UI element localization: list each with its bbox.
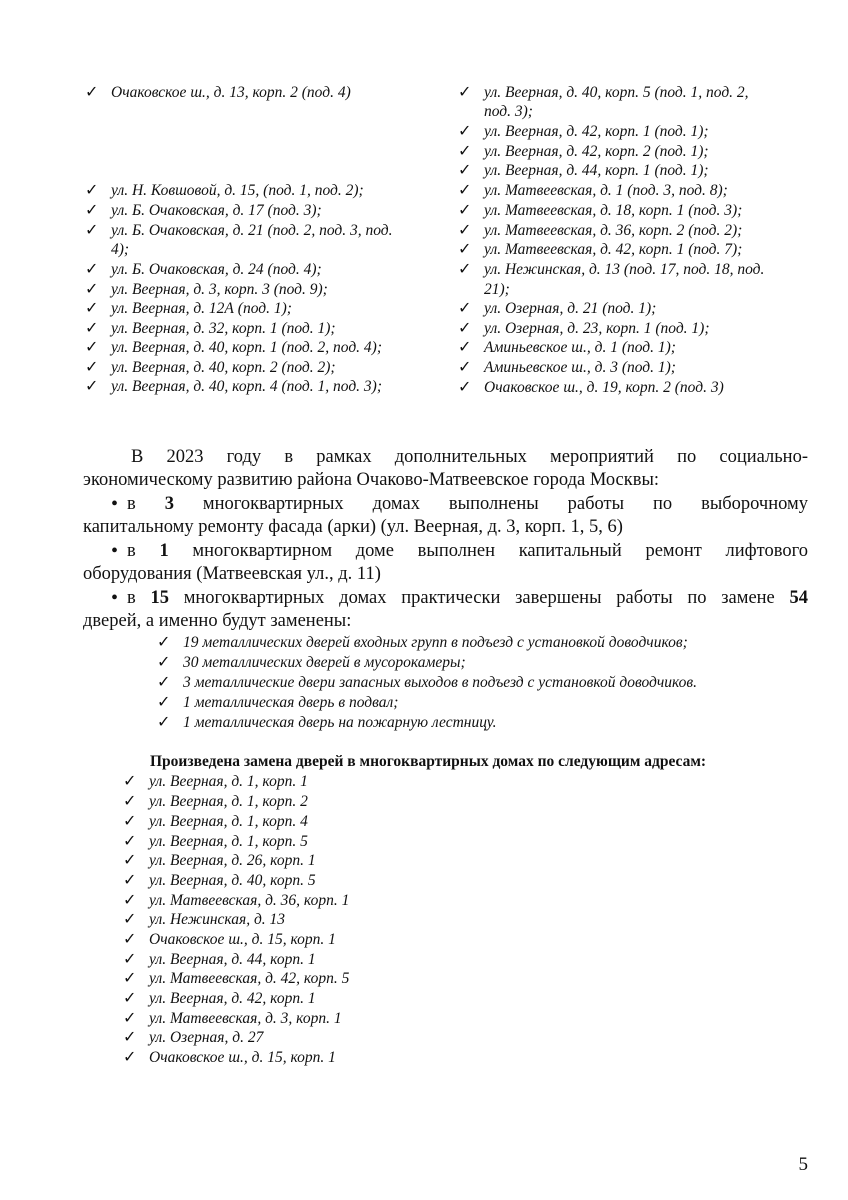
bullet-item xyxy=(83,493,808,539)
bullet-count: 54 xyxy=(789,588,808,608)
list-item xyxy=(85,338,382,357)
check-icon: ✓ xyxy=(157,634,171,651)
list-item xyxy=(123,772,308,791)
bullet-text: в xyxy=(127,588,151,608)
check-icon: ✓ xyxy=(85,359,99,376)
list-item-text: ул. Б. Очаковская, д. 21 (под. 2, под. 3, под. xyxy=(111,222,393,239)
list-item-text: Очаковское ш., д. 13, корп. 2 (под. 4) xyxy=(111,84,351,101)
list-item-text: ул. Нежинская, д. 13 (под. 17, под. 18, под. xyxy=(484,261,765,278)
list-item xyxy=(458,83,749,102)
list-item xyxy=(458,299,657,318)
check-icon: ✓ xyxy=(458,222,472,239)
list-item xyxy=(458,240,743,259)
list-item xyxy=(157,653,466,672)
list-item xyxy=(458,378,724,397)
list-item-text: ул. Веерная, д. 26, корп. 1 xyxy=(149,852,316,869)
list-item xyxy=(157,633,688,652)
bullet-count: 15 xyxy=(150,588,169,608)
list-item-text: ул. Веерная, д. 1, корп. 4 xyxy=(149,813,308,830)
intro-line: В 2023 году в рамках дополнительных мероприятий по социально- xyxy=(131,447,808,467)
list-item-text: ул. Веерная, д. 44, корп. 1 xyxy=(149,951,316,968)
list-item xyxy=(85,358,336,377)
check-icon: ✓ xyxy=(123,892,137,909)
list-item-text: 21); xyxy=(484,281,510,298)
check-icon: ✓ xyxy=(458,84,472,101)
list-item-text: ул. Веерная, д. 40, корп. 5 xyxy=(149,872,316,889)
list-item-text: ул. Матвеевская, д. 36, корп. 1 xyxy=(149,892,350,909)
list-item xyxy=(458,358,676,377)
check-icon: ✓ xyxy=(123,833,137,850)
list-item-continuation xyxy=(484,280,510,299)
list-item-text: ул. Б. Очаковская, д. 17 (под. 3); xyxy=(111,202,322,219)
list-item-text: Аминьевское ш., д. 1 (под. 1); xyxy=(484,339,676,356)
check-icon: ✓ xyxy=(85,202,99,219)
check-icon: ✓ xyxy=(85,320,99,337)
list-item-text: 19 металлических дверей входных групп в подъезд с установкой доводчиков; xyxy=(183,634,688,651)
check-icon: ✓ xyxy=(123,1049,137,1066)
list-item-text: ул. Матвеевская, д. 18, корп. 1 (под. 3); xyxy=(484,202,743,219)
bullet-text: многоквартирных домах выполнены работы по выборочному xyxy=(173,494,808,514)
list-item-text: ул. Веерная, д. 40, корп. 5 (под. 1, под. 2, xyxy=(484,84,749,101)
bullet-text: многоквартирном доме выполнен капитальный ремонт лифтового xyxy=(168,541,808,561)
list-item xyxy=(458,338,676,357)
list-item xyxy=(85,83,351,102)
list-item xyxy=(85,377,382,396)
bullet-text: многоквартирных домах практически завершены работы по замене xyxy=(168,588,790,608)
check-icon: ✓ xyxy=(85,222,99,239)
list-item-text: 30 металлических дверей в мусорокамеры; xyxy=(183,654,466,671)
check-icon: ✓ xyxy=(123,990,137,1007)
list-item xyxy=(85,181,364,200)
list-item xyxy=(157,713,497,732)
list-item-text: ул. Веерная, д. 44, корп. 1 (под. 1); xyxy=(484,162,709,179)
section-heading: Произведена замена дверей в многоквартирных домах по следующим адресам: xyxy=(150,753,707,770)
check-icon: ✓ xyxy=(458,162,472,179)
check-icon: ✓ xyxy=(157,694,171,711)
list-item-text: Очаковское ш., д. 15, корп. 1 xyxy=(149,1049,336,1066)
check-icon: ✓ xyxy=(458,320,472,337)
list-item xyxy=(123,969,350,988)
check-icon: ✓ xyxy=(123,872,137,889)
check-icon: ✓ xyxy=(157,654,171,671)
check-icon: ✓ xyxy=(85,281,99,298)
list-item-continuation xyxy=(484,102,533,121)
list-item-text: ул. Матвеевская, д. 42, корп. 1 (под. 7); xyxy=(484,241,743,258)
list-item xyxy=(123,930,336,949)
list-item-text: ул. Веерная, д. 42, корп. 1 xyxy=(149,990,316,1007)
list-item xyxy=(458,161,709,180)
list-item-text: ул. Нежинская, д. 13 xyxy=(149,911,286,928)
list-item-text: ул. Озерная, д. 27 xyxy=(149,1029,264,1046)
list-item-text: ул. Б. Очаковская, д. 24 (под. 4); xyxy=(111,261,322,278)
bullet-line: капитальному ремонту фасада (арки) (ул. Веерная, д. 3, корп. 1, 5, 6) xyxy=(83,517,623,537)
list-item xyxy=(458,221,743,240)
list-item-text: ул. Веерная, д. 32, корп. 1 (под. 1); xyxy=(111,320,336,337)
list-item xyxy=(458,122,709,141)
bullet-icon: • xyxy=(111,587,119,609)
list-item xyxy=(458,260,765,279)
check-icon: ✓ xyxy=(85,84,99,101)
list-item-text: ул. Озерная, д. 21 (под. 1); xyxy=(484,300,657,317)
check-icon: ✓ xyxy=(85,182,99,199)
page-number: 5 xyxy=(798,1154,808,1175)
list-item-text: Очаковское ш., д. 15, корп. 1 xyxy=(149,931,336,948)
check-icon: ✓ xyxy=(458,143,472,160)
list-item xyxy=(123,989,316,1008)
check-icon: ✓ xyxy=(123,793,137,810)
bullet-line xyxy=(83,587,808,610)
list-item xyxy=(123,832,308,851)
check-icon: ✓ xyxy=(123,1029,137,1046)
list-item-text: ул. Веерная, д. 42, корп. 1 (под. 1); xyxy=(484,123,709,140)
bullet-count: 3 xyxy=(164,494,174,514)
list-item-text: ул. Веерная, д. 1, корп. 1 xyxy=(149,773,308,790)
check-icon: ✓ xyxy=(123,931,137,948)
check-icon: ✓ xyxy=(123,970,137,987)
list-item xyxy=(85,260,322,279)
bullet-icon: • xyxy=(111,540,119,562)
check-icon: ✓ xyxy=(123,951,137,968)
list-item xyxy=(157,693,399,712)
list-item xyxy=(123,851,316,870)
check-icon: ✓ xyxy=(157,714,171,731)
list-item-text: 4); xyxy=(111,241,130,258)
list-item-text: ул. Н. Ковшовой, д. 15, (под. 1, под. 2); xyxy=(111,182,364,199)
intro-line: экономическому развитию района Очаково-Матвеевское города Москвы: xyxy=(83,470,660,490)
list-item-text: Аминьевское ш., д. 3 (под. 1); xyxy=(484,359,676,376)
list-item-text: Очаковское ш., д. 19, корп. 2 (под. 3) xyxy=(484,379,724,396)
list-item-text: ул. Веерная, д. 42, корп. 2 (под. 1); xyxy=(484,143,709,160)
list-item xyxy=(458,201,743,220)
bullet-item xyxy=(83,540,808,586)
list-item-text: ул. Веерная, д. 3, корп. 3 (под. 9); xyxy=(111,281,328,298)
list-item xyxy=(123,1048,336,1067)
list-item xyxy=(123,1028,264,1047)
check-icon: ✓ xyxy=(458,300,472,317)
bullet-line xyxy=(83,493,808,516)
list-item xyxy=(123,871,316,890)
check-icon: ✓ xyxy=(157,674,171,691)
list-item-text: ул. Озерная, д. 23, корп. 1 (под. 1); xyxy=(484,320,710,337)
list-item-text: ул. Веерная, д. 40, корп. 4 (под. 1, под. 3); xyxy=(111,378,382,395)
list-item xyxy=(85,201,322,220)
list-item xyxy=(123,910,286,929)
bullet-icon: • xyxy=(111,493,119,515)
check-icon: ✓ xyxy=(458,359,472,376)
bullet-line xyxy=(83,540,808,563)
check-icon: ✓ xyxy=(123,1010,137,1027)
list-item-text: ул. Матвеевская, д. 36, корп. 2 (под. 2); xyxy=(484,222,743,239)
list-item xyxy=(123,792,308,811)
bullet-line: дверей, а именно будут заменены: xyxy=(83,611,352,631)
check-icon: ✓ xyxy=(458,241,472,258)
list-item xyxy=(458,319,710,338)
check-icon: ✓ xyxy=(85,261,99,278)
list-item xyxy=(123,950,316,969)
check-icon: ✓ xyxy=(123,813,137,830)
list-item-text: 1 металлическая дверь на пожарную лестницу. xyxy=(183,714,497,731)
list-item xyxy=(85,319,336,338)
check-icon: ✓ xyxy=(85,378,99,395)
list-item-text: ул. Веерная, д. 40, корп. 2 (под. 2); xyxy=(111,359,336,376)
list-item-text: ул. Веерная, д. 12А (под. 1); xyxy=(111,300,292,317)
check-icon: ✓ xyxy=(85,339,99,356)
list-item-text: 1 металлическая дверь в подвал; xyxy=(183,694,399,711)
check-icon: ✓ xyxy=(458,182,472,199)
list-item xyxy=(458,142,709,161)
list-item xyxy=(123,812,308,831)
list-item-text: ул. Матвеевская, д. 42, корп. 5 xyxy=(149,970,350,987)
list-item-text: ул. Веерная, д. 40, корп. 1 (под. 2, под. 4); xyxy=(111,339,382,356)
check-icon: ✓ xyxy=(458,202,472,219)
bullet-line: оборудования (Матвеевская ул., д. 11) xyxy=(83,564,381,584)
intro-paragraph xyxy=(83,446,808,492)
bullet-item xyxy=(83,587,808,633)
check-icon: ✓ xyxy=(458,339,472,356)
list-item-text: ул. Матвеевская, д. 3, корп. 1 xyxy=(149,1010,342,1027)
check-icon: ✓ xyxy=(123,852,137,869)
list-item xyxy=(458,181,728,200)
bullet-text: в xyxy=(127,541,160,561)
list-item xyxy=(85,299,292,318)
list-item-text: ул. Веерная, д. 1, корп. 5 xyxy=(149,833,308,850)
check-icon: ✓ xyxy=(458,123,472,140)
check-icon: ✓ xyxy=(85,300,99,317)
check-icon: ✓ xyxy=(123,911,137,928)
list-item xyxy=(85,221,393,240)
list-item-text: 3 металлические двери запасных выходов в подъезд с установкой доводчиков. xyxy=(183,674,698,691)
list-item xyxy=(85,280,328,299)
list-item-continuation xyxy=(111,240,129,259)
list-item xyxy=(123,1009,342,1028)
bullet-count: 1 xyxy=(159,541,169,561)
check-icon: ✓ xyxy=(458,379,472,396)
list-item xyxy=(157,673,698,692)
list-item-text: ул. Веерная, д. 1, корп. 2 xyxy=(149,793,308,810)
bullet-text: в xyxy=(127,494,165,514)
check-icon: ✓ xyxy=(123,773,137,790)
list-item-text: ул. Матвеевская, д. 1 (под. 3, под. 8); xyxy=(484,182,728,199)
list-item xyxy=(123,891,350,910)
check-icon: ✓ xyxy=(458,261,472,278)
list-item-text: под. 3); xyxy=(484,103,533,120)
